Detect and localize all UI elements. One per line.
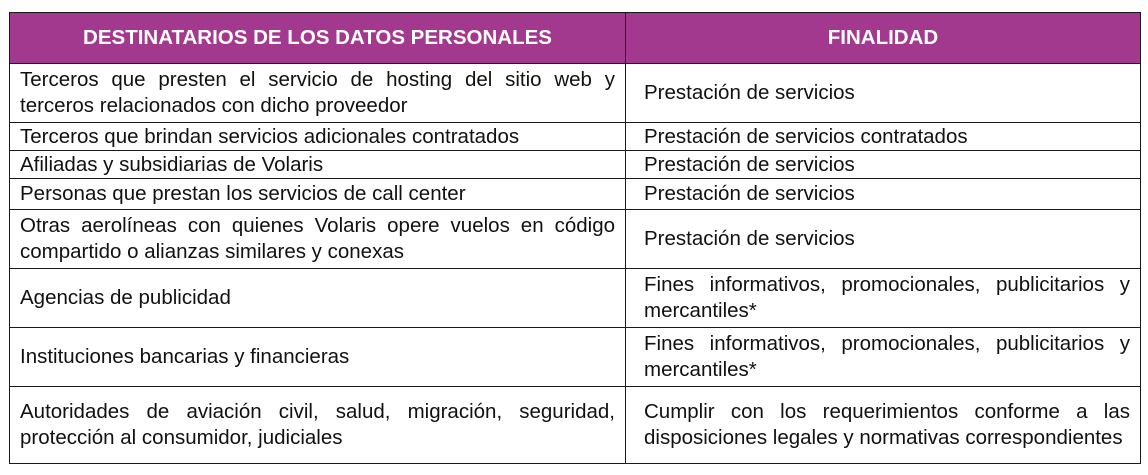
- finalidad-cell: Fines informativos, promocionales, publicitarios y mercantiles*: [626, 328, 1141, 387]
- table-row: [10, 123, 1141, 151]
- table-row: [10, 151, 1141, 179]
- header-destinatarios: DESTINATARIOS DE LOS DATOS PERSONALES: [10, 13, 626, 64]
- table-row: [10, 210, 1141, 269]
- table-row: [10, 387, 1141, 464]
- destinatario-cell: Autoridades de aviación civil, salud, migración, seguridad, protección al consumidor, judiciales: [10, 387, 626, 464]
- finalidad-cell: Cumplir con los requerimientos conforme a las disposiciones legales y normativas correspondientes: [626, 387, 1141, 464]
- data-recipients-table: [9, 12, 1141, 464]
- table-row: [10, 269, 1141, 328]
- table-row: [10, 64, 1141, 123]
- destinatario-cell: Terceros que brindan servicios adicionales contratados: [10, 123, 626, 151]
- table-row: [10, 328, 1141, 387]
- finalidad-cell: Prestación de servicios: [626, 210, 1141, 269]
- table-header-row: [10, 13, 1141, 64]
- destinatario-cell: Terceros que presten el servicio de hosting del sitio web y terceros relacionados con dicho proveedor: [10, 64, 626, 123]
- header-finalidad: FINALIDAD: [626, 13, 1141, 64]
- destinatario-cell: Instituciones bancarias y financieras: [10, 328, 626, 387]
- finalidad-cell: Prestación de servicios contratados: [626, 123, 1141, 151]
- finalidad-cell: Fines informativos, promocionales, publicitarios y mercantiles*: [626, 269, 1141, 328]
- destinatario-cell: Otras aerolíneas con quienes Volaris opere vuelos en código compartido o alianzas similares y conexas: [10, 210, 626, 269]
- table-row: [10, 179, 1141, 210]
- destinatario-cell: Afiliadas y subsidiarias de Volaris: [10, 151, 626, 179]
- destinatario-cell: Agencias de publicidad: [10, 269, 626, 328]
- finalidad-cell: Prestación de servicios: [626, 179, 1141, 210]
- finalidad-cell: Prestación de servicios: [626, 151, 1141, 179]
- finalidad-cell: Prestación de servicios: [626, 64, 1141, 123]
- destinatario-cell: Personas que prestan los servicios de call center: [10, 179, 626, 210]
